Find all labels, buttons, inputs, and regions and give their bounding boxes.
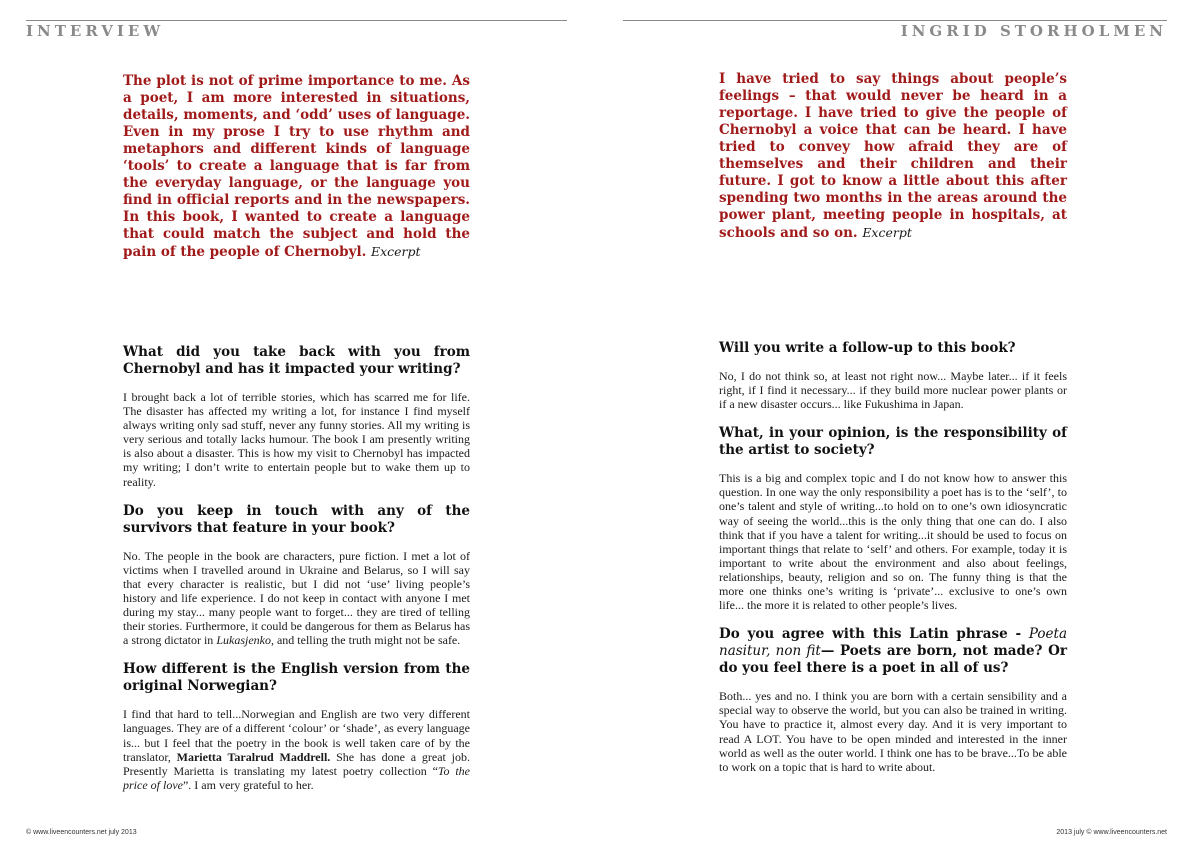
question-survivors: Do you keep in touch with any of the survivors that feature in your book?	[123, 502, 470, 536]
answer-artist-responsibility: This is a big and complex topic and I do not know how to answer this question. In one way the only responsibility a poet has is to the ‘self’, to one’s talent and style of writing...to hold on to one’s own idiosyncratic way of seeing the world...this is the only thing that one can do. I also think that if you have a talent for writing...it should be used to focus on important things that relate to ‘self’ and others. For example, today it is important to write about the environment and also about feelings, relationships, beauty, religion and so on. The funny thing is that the more one thinks one’s writing is ‘private’... exclusive to one’s own life... the more it is related to other people’s lives.	[719, 471, 1067, 613]
question-chernobyl-impact: What did you take back with you from Chernobyl and has it impacted your writing?	[123, 344, 470, 377]
answer-latin-phrase: Both... yes and no. I think you are born with a certain sensibility and a special way to observe the world, but you can also be trained in writing. You have to practice it, almost every day. And it is very important to read A LOT. You have to be open minded and interested in the inner world as well as the outer world. I think one has to be brave...To be able to work on a topic that is hard to write about.	[719, 689, 1067, 774]
question-artist-responsibility: What, in your opinion, is the responsibility of the artist to society?	[719, 425, 1067, 459]
question-follow-up: Will you write a follow-up to this book?	[719, 340, 1016, 356]
left-excerpt	[123, 73, 470, 261]
right-qa-column	[719, 340, 1067, 788]
left-qa-column	[123, 344, 470, 806]
answer-english-version: I find that hard to tell...Norwegian and English are two very different languages. They are of a different ‘colour’ or ‘shade’, as every language is... but I feel that the poetry in the book is well taken care of by the translator, Marietta Taralrud Maddrell. She has done a great job. Presently Marietta is translating my latest poetry collection “To the price of love”. I am very grateful to her.	[123, 707, 471, 792]
header-rule-left	[26, 20, 567, 21]
right-excerpt	[719, 71, 1067, 242]
section-label-author: INGRID STORHOLMEN	[900, 22, 1167, 40]
left-excerpt-text: The plot is not of prime importance to me. As a poet, I am more interested in situations, details, moments, and ‘odd’ uses of language. Even in my prose I try to use rhythm and metaphors and different kinds of language ‘tools’ to create a language that is far from the everyday language, or the language you find in official reports and in the newspapers. In this book, I wanted to create a language that could match the subject and hold the pain of the people of Chernobyl.	[123, 73, 470, 260]
footer-left: © www.liveencounters.net july 2013	[26, 829, 137, 836]
footer-right: 2013 july © www.liveencounters.net	[1056, 829, 1167, 836]
right-excerpt-tag: Excerpt	[862, 225, 912, 240]
section-label-interview: INTERVIEW	[26, 22, 165, 40]
left-excerpt-block	[123, 73, 470, 261]
header-rule-right	[623, 20, 1167, 21]
answer-chernobyl-impact: I brought back a lot of terrible stories, which has scarred me for life. The disaster has affected my writing a lot, for instance I find myself always writing only sad stuff, never any funny stories. All my writing is very serious and totally lacks humour. The book I am presently writing is also about a disaster. This is how my visit to Chernobyl has impacted my writing; I don’t write to entertain people but to wake them up to reality.	[123, 390, 470, 489]
question-english-version: How different is the English version from the original Norwegian?	[123, 661, 470, 695]
right-excerpt-text: I have tried to say things about people’s feelings – that would never be heard in a reportage. I have tried to give the people of Chernobyl a voice that can be heard. I have tried to convey how afraid they are of themselves and their children and their future. I got to know a little about this after spending two months in the areas around the power plant, meeting people in hospitals, at schools and so on.	[719, 71, 1067, 241]
left-excerpt-tag: Excerpt	[370, 244, 421, 259]
right-excerpt-block	[719, 71, 1067, 242]
answer-survivors: No. The people in the book are characters, pure fiction. I met a lot of victims when I travelled around in Ukraine and Belarus, so I will say that every character is realistic, but I did not ‘use’ living people’s history and life experience. I do not keep in contact with anyone I met during my stay... many people want to forget... they are tired of telling their stories. Furthermore, it could be dangerous for them as Belarus has a strong dictator in Lukasjenko, and telling the truth might not be safe.	[123, 548, 470, 648]
answer-follow-up: No, I do not think so, at least not right now... Maybe later... if it feels right, if I find it necessary... if they build more nuclear power plants or if a new disaster occurs... like Fukushima in Japan.	[719, 369, 1067, 412]
question-latin-phrase: Do you agree with this Latin phrase - Poeta nasitur, non fit— Poets are born, not made? Or do you feel there is a poet in all of us?	[719, 626, 1067, 677]
